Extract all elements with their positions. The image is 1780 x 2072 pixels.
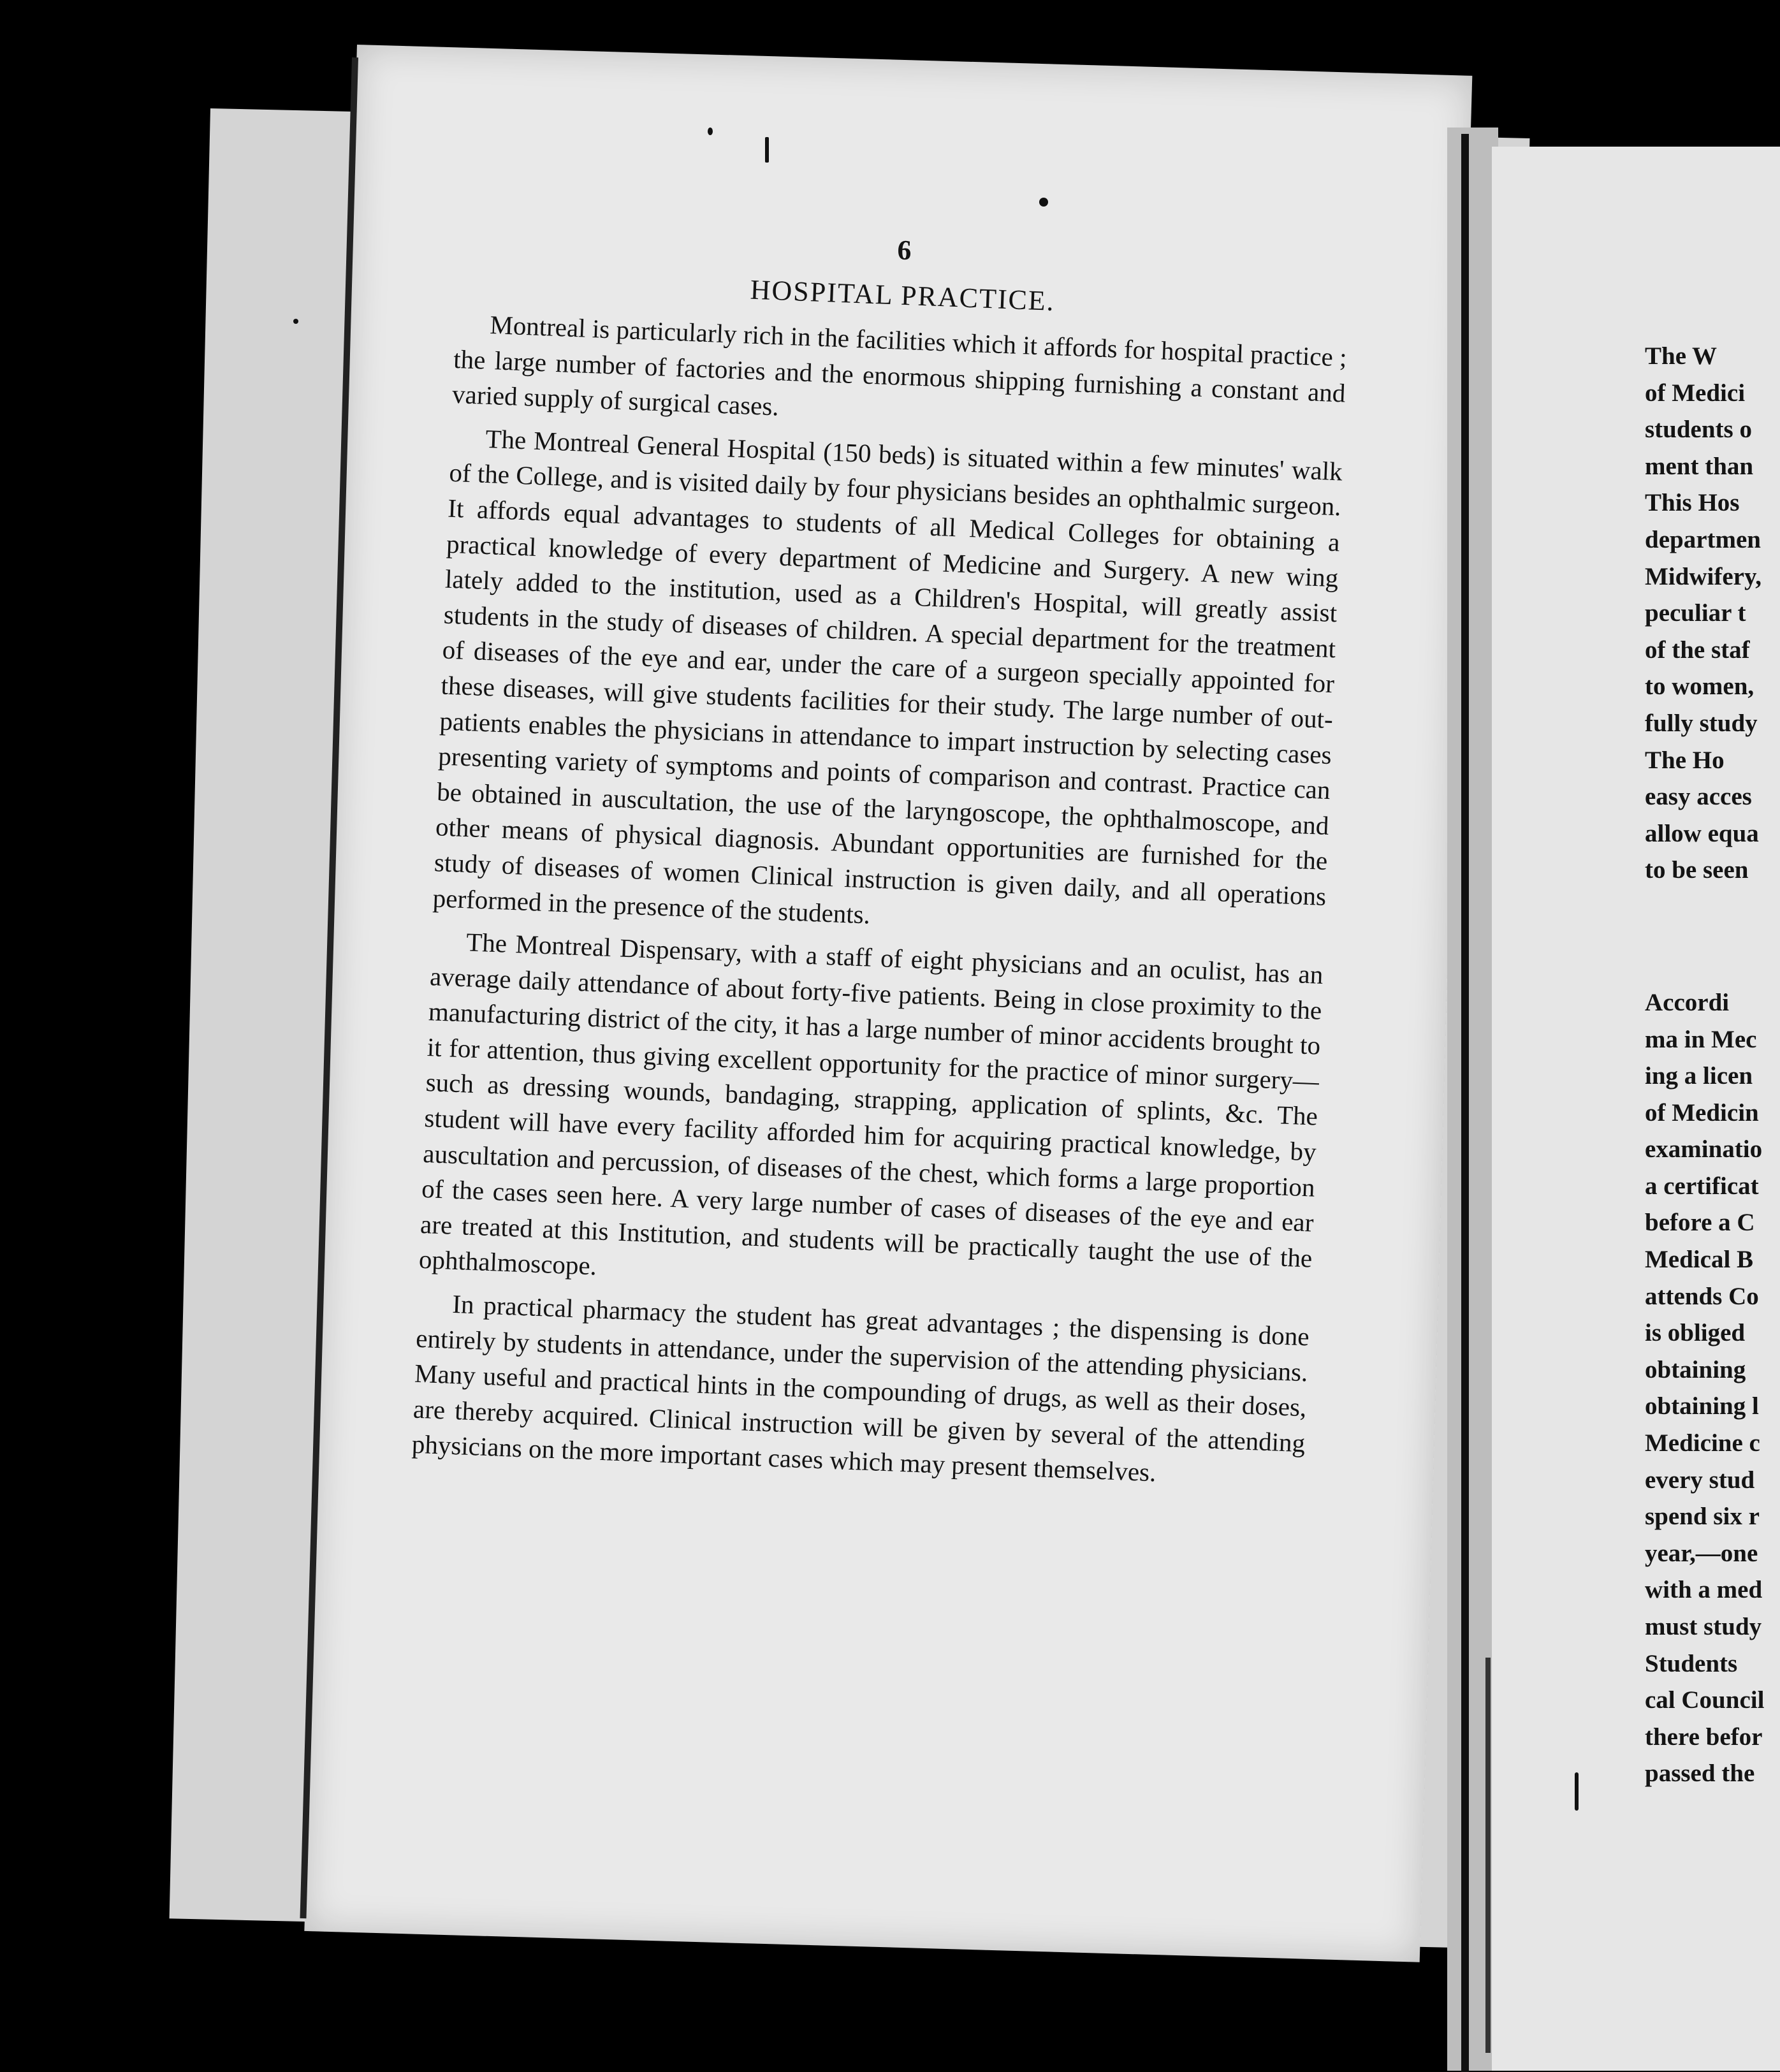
scan-speck — [708, 128, 713, 135]
left-page-text — [411, 217, 1350, 1504]
right-page-gap — [1645, 889, 1780, 984]
page-number: 6 — [896, 234, 912, 266]
right-page-line: of Medicin — [1645, 1098, 1759, 1127]
right-page-text — [1645, 338, 1780, 1792]
right-page-line: passed the — [1645, 1760, 1755, 1788]
right-page-line: Medical B — [1645, 1246, 1754, 1274]
right-page-line: a certificat — [1645, 1172, 1759, 1200]
right-page-line: of Medici — [1645, 379, 1746, 407]
paragraph-intro: Montreal is particularly rich in the facilities which it affords for hospital practice ; the large number of factories and the enormous shipping furnishing a constant and varied supply of surgical cases. — [451, 310, 1348, 421]
right-page-line: is obliged — [1645, 1319, 1746, 1347]
gutter-line-lower — [1485, 1658, 1491, 2053]
right-page-line: attends Co — [1645, 1282, 1759, 1310]
right-page-line: of the staf — [1645, 636, 1750, 664]
right-page-line: obtaining l — [1645, 1392, 1759, 1420]
right-page-line: ment than — [1645, 452, 1754, 480]
right-page-line: there befor — [1645, 1723, 1763, 1751]
right-page-line: Medicine c — [1645, 1429, 1760, 1457]
right-page-line: students o — [1645, 416, 1752, 444]
right-page-line: Midwifery, — [1645, 562, 1762, 590]
right-page-line: peculiar t — [1645, 599, 1746, 627]
right-page-top-lines — [1645, 338, 1780, 889]
right-page-line: examinatio — [1645, 1135, 1763, 1164]
paragraph-dispensary: The Montreal Dispensary, with a staff of eight physicians and an oculist, has an average daily attendance of about forty-five patients. Being in close proximity to the manufacturing district of the city, it has a large number of minor accidents brought to it for attention, thus giving excellent opportunity for the practice of minor surgery—such as dressing wounds, bandaging, strapping, application of splints, &c. The student will have every facility afforded him for acquiring practical knowledge, by auscultation and percussion, of diseases of the chest, which forms a large proportion of the cases seen here. A very large number of cases of diseases of the eye and ear are treated at this Institution, and students will be practically taught the use of the ophthalmoscope. — [418, 927, 1324, 1281]
right-page-line: with a med — [1645, 1576, 1763, 1604]
right-page-line: to be seen — [1645, 856, 1749, 884]
right-page-line: to women, — [1645, 673, 1754, 701]
right-page-line: This Hos — [1645, 489, 1740, 517]
gutter-line — [1461, 134, 1469, 2072]
right-page-line: spend six r — [1645, 1503, 1760, 1531]
right-page-bottom-lines — [1645, 984, 1780, 1792]
right-page-line: easy acces — [1645, 783, 1752, 811]
scan-speck — [1575, 1772, 1579, 1811]
right-page-line: allow equa — [1645, 819, 1759, 847]
right-page-line: before a C — [1645, 1209, 1755, 1237]
right-page-line: cal Council — [1645, 1686, 1765, 1714]
scan-speck — [1039, 198, 1048, 207]
right-page-line: every stud — [1645, 1466, 1755, 1494]
scan-speck — [765, 137, 769, 163]
right-page-line: must study — [1645, 1613, 1762, 1640]
paragraph-pharmacy: In practical pharmacy the student has great advantages ; the dispensing is done entirely by students in attendance, under the supervision of the attending physicians. Many useful and practical hints in the compounding of drugs, as well as their doses, are thereby acquired. Clinical instruction will be given by several of the attending physicians on the more important cases which may present themselves. — [411, 1288, 1310, 1487]
binding-gutter — [1447, 128, 1498, 2071]
section-heading: HOSPITAL PRACTICE. — [749, 274, 1056, 317]
right-page-line: The W — [1645, 342, 1718, 370]
right-page-line: ing a licen — [1645, 1062, 1753, 1090]
scan-speck — [293, 319, 298, 324]
right-page-line: Accordi — [1645, 988, 1730, 1016]
right-page-line: fully study — [1645, 709, 1758, 737]
paragraph-general-hospital: The Montreal General Hospital (150 beds) is situated within a few minutes' walk of the College, and is visited daily by four physicians besides an ophthalmic surgeon. It affords equal advantages to students of all Medical Colleges for obtaining a practical knowledge of every department of Medicine and Surgery. A new wing lately added to the institution, used as a Children's Hospital, will greatly assist students in the study of diseases of children. A special department for the treatment of diseases of the eye and ear, under the care of a surgeon specially appointed for these diseases, will give students facilities for their study. The large number of out-patients enables the physicians in attendance to impart instruction by selecting cases presenting variety of symptoms and points of comparison and contrast. Practice can be obtained in auscultation, the use of the laryngoscope, the ophthalmoscope, and other means of physical diagnosis. Abundant opportunities are furnished for the study of diseases of women Clinical instruction is given daily, and all operations performed in the presence of the students. — [432, 423, 1343, 930]
right-page-line: obtaining — [1645, 1355, 1746, 1383]
right-page-line: ma in Mec — [1645, 1025, 1757, 1053]
right-page-line: year,—one — [1645, 1539, 1758, 1567]
right-page-line: Students — [1645, 1649, 1738, 1677]
right-page-line: departmen — [1645, 525, 1761, 553]
right-page-line: The Ho — [1645, 746, 1725, 774]
